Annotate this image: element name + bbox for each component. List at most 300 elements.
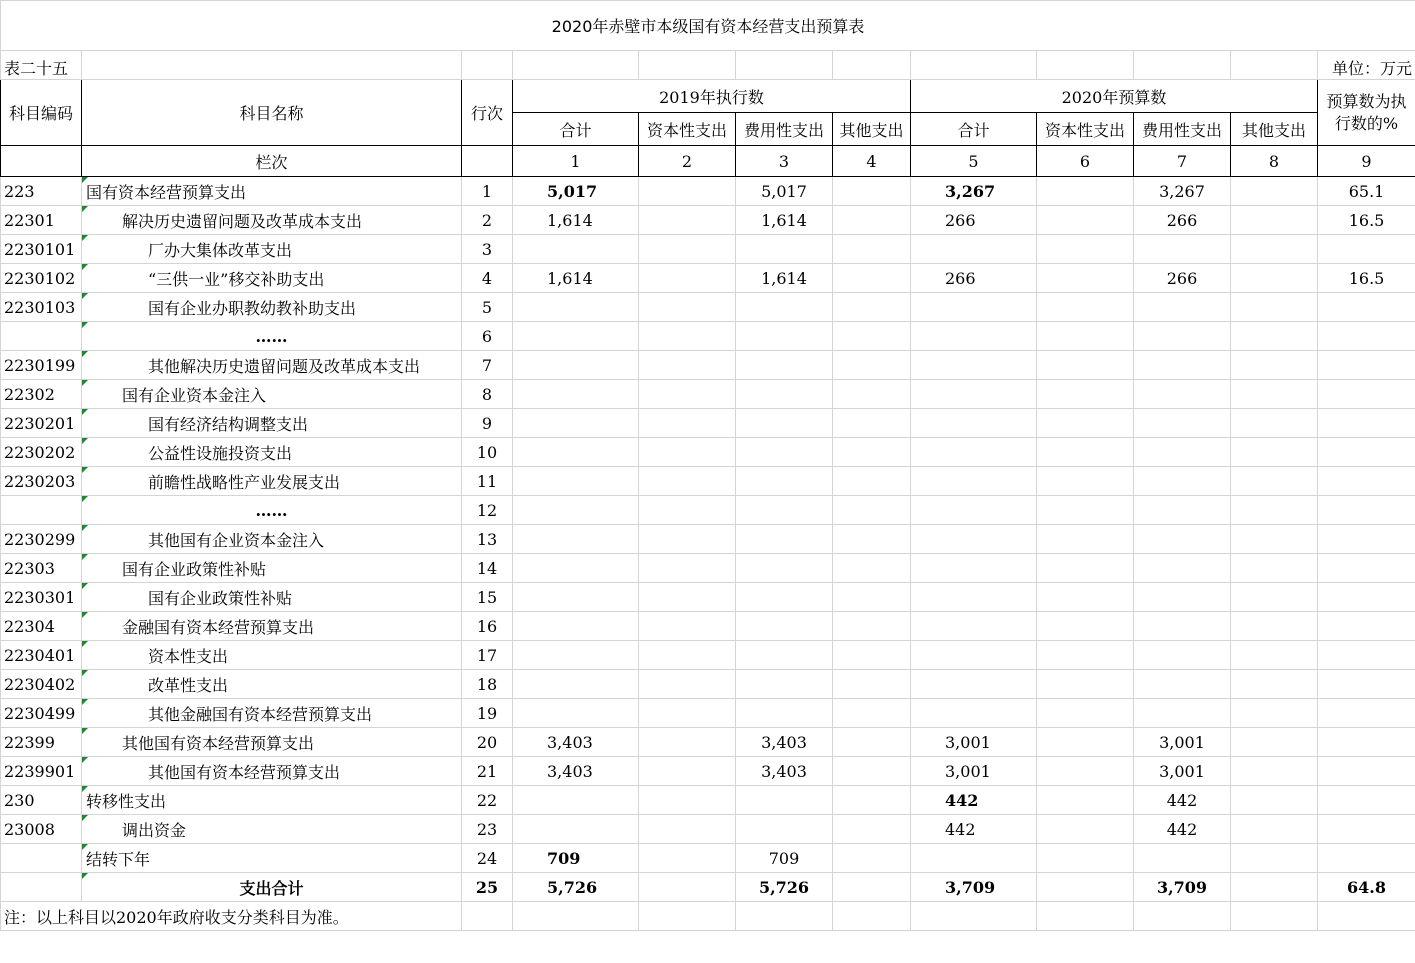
row-line-number: 17 — [462, 641, 513, 670]
table-number: 表二十五 — [1, 51, 82, 80]
header-line: 行次 — [462, 80, 513, 146]
row-value — [639, 351, 736, 380]
row-value — [736, 670, 833, 699]
table-row — [1, 670, 1415, 699]
row-value — [833, 786, 911, 815]
header-2020-capital: 资本性支出 — [1037, 113, 1134, 146]
row-value — [639, 699, 736, 728]
row-value — [1231, 583, 1318, 612]
row-value — [513, 612, 639, 641]
col-num: 8 — [1231, 146, 1318, 177]
table-body — [1, 177, 1415, 902]
row-value — [736, 438, 833, 467]
row-line-number: 3 — [462, 235, 513, 264]
row-value — [1037, 177, 1134, 206]
row-value — [736, 612, 833, 641]
row-value — [833, 670, 911, 699]
row-value — [833, 322, 911, 351]
row-value: 266 — [911, 206, 1037, 235]
row-code: 2230201 — [1, 409, 82, 438]
row-value — [1037, 612, 1134, 641]
row-value — [833, 641, 911, 670]
row-value — [513, 554, 639, 583]
row-line-number: 15 — [462, 583, 513, 612]
row-line-number: 20 — [462, 728, 513, 757]
row-value — [1318, 525, 1415, 554]
row-value — [911, 699, 1037, 728]
row-value: 3,267 — [911, 177, 1037, 206]
row-line-number: 7 — [462, 351, 513, 380]
row-value — [911, 496, 1037, 525]
row-value — [1231, 815, 1318, 844]
row-value: 3,403 — [513, 757, 639, 786]
row-value — [911, 844, 1037, 873]
table-row — [1, 525, 1415, 554]
table-row — [1, 322, 1415, 351]
row-value — [1037, 670, 1134, 699]
row-value — [736, 351, 833, 380]
row-value — [1231, 873, 1318, 902]
row-value — [1037, 844, 1134, 873]
row-value — [1318, 583, 1415, 612]
row-value: 3,709 — [911, 873, 1037, 902]
row-value — [1134, 699, 1231, 728]
row-value — [1037, 438, 1134, 467]
row-value — [1037, 728, 1134, 757]
row-value — [1231, 322, 1318, 351]
row-value — [1037, 206, 1134, 235]
row-line-number: 16 — [462, 612, 513, 641]
row-line-number: 2 — [462, 206, 513, 235]
row-value — [833, 815, 911, 844]
row-value — [639, 757, 736, 786]
row-value: 64.8 — [1318, 873, 1415, 902]
row-code: 22303 — [1, 554, 82, 583]
row-name: 公益性设施投资支出 — [82, 438, 462, 467]
row-value — [1231, 612, 1318, 641]
table-row — [1, 177, 1415, 206]
row-code: 230 — [1, 786, 82, 815]
row-value — [1231, 206, 1318, 235]
table-row — [1, 496, 1415, 525]
row-value: 1,614 — [513, 206, 639, 235]
row-name: 调出资金 — [82, 815, 462, 844]
row-value — [1037, 786, 1134, 815]
row-value — [1231, 786, 1318, 815]
row-value — [911, 670, 1037, 699]
table-row — [1, 757, 1415, 786]
row-value — [1037, 496, 1134, 525]
row-value — [639, 293, 736, 322]
row-value — [1231, 264, 1318, 293]
row-value — [1037, 293, 1134, 322]
row-code: 2230203 — [1, 467, 82, 496]
table-row — [1, 264, 1415, 293]
row-value — [911, 409, 1037, 438]
row-value — [911, 380, 1037, 409]
row-code: 2230402 — [1, 670, 82, 699]
header-2020-expense: 费用性支出 — [1134, 113, 1231, 146]
row-name: 结转下年 — [82, 844, 462, 873]
row-code — [1, 873, 82, 902]
unit-label: 单位：万元 — [1318, 51, 1415, 80]
col-num: 9 — [1318, 146, 1415, 177]
row-value — [639, 206, 736, 235]
row-value: 1,614 — [736, 264, 833, 293]
row-line-number: 24 — [462, 844, 513, 873]
row-value — [1134, 380, 1231, 409]
row-value — [1037, 583, 1134, 612]
row-name: 其他国有企业资本金注入 — [82, 525, 462, 554]
col-num: 1 — [513, 146, 639, 177]
row-value — [1134, 670, 1231, 699]
row-value — [513, 525, 639, 554]
row-line-number: 8 — [462, 380, 513, 409]
row-value — [833, 757, 911, 786]
row-line-number: 13 — [462, 525, 513, 554]
row-value — [1318, 235, 1415, 264]
table-row — [1, 612, 1415, 641]
row-value — [833, 728, 911, 757]
footnote: 注：以上科目以2020年政府收支分类科目为准。 — [1, 902, 462, 931]
row-value — [833, 206, 911, 235]
row-line-number: 21 — [462, 757, 513, 786]
table-row — [1, 873, 1415, 902]
table-row — [1, 815, 1415, 844]
row-value — [736, 699, 833, 728]
row-value: 16.5 — [1318, 264, 1415, 293]
row-value: 3,001 — [1134, 728, 1231, 757]
row-value — [833, 525, 911, 554]
row-value — [1037, 380, 1134, 409]
row-code: 22399 — [1, 728, 82, 757]
row-value — [639, 641, 736, 670]
row-value: 442 — [1134, 786, 1231, 815]
row-value: 3,403 — [736, 728, 833, 757]
table-row — [1, 844, 1415, 873]
row-line-number: 5 — [462, 293, 513, 322]
row-value — [1037, 264, 1134, 293]
table-row — [1, 293, 1415, 322]
row-code: 223 — [1, 177, 82, 206]
row-value — [513, 235, 639, 264]
row-value — [736, 293, 833, 322]
row-value — [639, 438, 736, 467]
row-line-number: 11 — [462, 467, 513, 496]
row-value — [736, 554, 833, 583]
row-name: 其他国有资本经营预算支出 — [82, 757, 462, 786]
row-value: 5,726 — [736, 873, 833, 902]
row-code: 22301 — [1, 206, 82, 235]
row-value — [1134, 641, 1231, 670]
row-value: 709 — [513, 844, 639, 873]
row-value — [1231, 641, 1318, 670]
row-line-number: 6 — [462, 322, 513, 351]
row-value — [833, 351, 911, 380]
row-value — [1134, 844, 1231, 873]
row-value — [639, 496, 736, 525]
col-num: 6 — [1037, 146, 1134, 177]
row-value: 3,267 — [1134, 177, 1231, 206]
row-value — [911, 322, 1037, 351]
row-line-number: 22 — [462, 786, 513, 815]
row-value — [1134, 235, 1231, 264]
row-value — [1231, 351, 1318, 380]
row-code: 2230102 — [1, 264, 82, 293]
row-name: 改革性支出 — [82, 670, 462, 699]
table-row — [1, 583, 1415, 612]
row-name: 国有企业政策性补贴 — [82, 583, 462, 612]
row-value — [1231, 496, 1318, 525]
row-value — [513, 786, 639, 815]
row-value — [639, 409, 736, 438]
row-value — [911, 612, 1037, 641]
row-value — [639, 322, 736, 351]
col-num: 7 — [1134, 146, 1231, 177]
row-value — [513, 815, 639, 844]
row-value — [1037, 641, 1134, 670]
col-num: 3 — [736, 146, 833, 177]
column-index-label: 栏次 — [82, 146, 462, 177]
row-value — [1231, 177, 1318, 206]
row-name: 国有资本经营预算支出 — [82, 177, 462, 206]
row-value — [911, 525, 1037, 554]
row-value — [1037, 525, 1134, 554]
row-value — [513, 699, 639, 728]
row-value — [513, 496, 639, 525]
row-value — [513, 670, 639, 699]
row-value: 1,614 — [513, 264, 639, 293]
row-name: 国有企业资本金注入 — [82, 380, 462, 409]
row-value — [1231, 728, 1318, 757]
table-row — [1, 728, 1415, 757]
row-value — [1318, 380, 1415, 409]
row-value — [513, 322, 639, 351]
row-code — [1, 322, 82, 351]
row-code — [1, 496, 82, 525]
row-name: 国有企业办职教幼教补助支出 — [82, 293, 462, 322]
row-value — [639, 873, 736, 902]
row-value — [911, 438, 1037, 467]
row-code — [1, 844, 82, 873]
row-value: 442 — [911, 786, 1037, 815]
row-value — [1134, 496, 1231, 525]
row-line-number: 4 — [462, 264, 513, 293]
row-value: 3,001 — [911, 728, 1037, 757]
row-value — [736, 467, 833, 496]
row-value — [911, 641, 1037, 670]
row-code: 2239901 — [1, 757, 82, 786]
header-2020-other: 其他支出 — [1231, 113, 1318, 146]
row-value — [833, 554, 911, 583]
row-name: 解决历史遗留问题及改革成本支出 — [82, 206, 462, 235]
table-row — [1, 235, 1415, 264]
row-code: 2230299 — [1, 525, 82, 554]
row-value — [639, 786, 736, 815]
row-value — [639, 728, 736, 757]
table-row — [1, 380, 1415, 409]
row-value — [911, 583, 1037, 612]
row-value — [1037, 467, 1134, 496]
row-value: 65.1 — [1318, 177, 1415, 206]
row-code: 2230401 — [1, 641, 82, 670]
header-2019-other: 其他支出 — [833, 113, 911, 146]
row-value — [1037, 409, 1134, 438]
row-value — [513, 293, 639, 322]
row-value — [911, 554, 1037, 583]
row-value — [1231, 467, 1318, 496]
row-value: 3,001 — [1134, 757, 1231, 786]
header-ratio — [1318, 80, 1415, 146]
row-value — [639, 467, 736, 496]
row-value: 442 — [1134, 815, 1231, 844]
row-value: 3,403 — [513, 728, 639, 757]
row-value — [513, 641, 639, 670]
row-value — [1134, 583, 1231, 612]
row-value — [736, 496, 833, 525]
row-value — [1318, 844, 1415, 873]
row-value — [911, 351, 1037, 380]
row-code: 2230499 — [1, 699, 82, 728]
table-row — [1, 206, 1415, 235]
row-name: 前瞻性战略性产业发展支出 — [82, 467, 462, 496]
row-value — [1037, 815, 1134, 844]
row-value — [1134, 612, 1231, 641]
row-value: 5,017 — [513, 177, 639, 206]
table-row — [1, 467, 1415, 496]
row-value — [1037, 757, 1134, 786]
row-code: 22304 — [1, 612, 82, 641]
row-code: 23008 — [1, 815, 82, 844]
row-value — [1318, 728, 1415, 757]
row-value — [1318, 786, 1415, 815]
row-value — [833, 844, 911, 873]
row-value — [1318, 757, 1415, 786]
row-value — [1134, 351, 1231, 380]
row-value — [1318, 409, 1415, 438]
table-row — [1, 351, 1415, 380]
row-value — [1231, 380, 1318, 409]
row-line-number: 10 — [462, 438, 513, 467]
row-value — [833, 409, 911, 438]
row-value — [911, 293, 1037, 322]
header-name: 科目名称 — [82, 80, 462, 146]
row-value: 1,614 — [736, 206, 833, 235]
table-row — [1, 554, 1415, 583]
header-2020-total: 合计 — [911, 113, 1037, 146]
row-value — [1037, 235, 1134, 264]
row-value — [1231, 293, 1318, 322]
header-2019-expense: 费用性支出 — [736, 113, 833, 146]
row-value — [1231, 554, 1318, 583]
row-value — [1318, 496, 1415, 525]
row-name: …… — [82, 322, 462, 351]
table-row — [1, 409, 1415, 438]
row-value — [1134, 293, 1231, 322]
row-value — [1231, 699, 1318, 728]
table-row — [1, 786, 1415, 815]
row-line-number: 9 — [462, 409, 513, 438]
row-value: 3,709 — [1134, 873, 1231, 902]
row-value — [639, 177, 736, 206]
row-value — [1231, 438, 1318, 467]
row-value — [736, 409, 833, 438]
row-value — [1231, 235, 1318, 264]
row-value — [513, 380, 639, 409]
row-value — [1037, 699, 1134, 728]
row-value — [833, 177, 911, 206]
row-name: 国有企业政策性补贴 — [82, 554, 462, 583]
row-line-number: 25 — [462, 873, 513, 902]
row-code: 2230202 — [1, 438, 82, 467]
row-value — [1318, 293, 1415, 322]
table-row — [1, 699, 1415, 728]
row-value — [513, 583, 639, 612]
row-value — [833, 264, 911, 293]
row-value — [1318, 322, 1415, 351]
row-value — [1318, 699, 1415, 728]
row-line-number: 19 — [462, 699, 513, 728]
row-value — [736, 786, 833, 815]
row-line-number: 23 — [462, 815, 513, 844]
page-title: 2020年赤壁市本级国有资本经营支出预算表 — [1, 1, 1415, 51]
header-2019: 2019年执行数 — [513, 80, 911, 113]
row-value — [513, 438, 639, 467]
row-value — [1037, 322, 1134, 351]
row-line-number: 1 — [462, 177, 513, 206]
row-value — [736, 583, 833, 612]
row-name: 国有经济结构调整支出 — [82, 409, 462, 438]
row-value — [639, 670, 736, 699]
row-value: 3,403 — [736, 757, 833, 786]
row-value — [1134, 525, 1231, 554]
row-value — [1318, 670, 1415, 699]
row-value — [639, 380, 736, 409]
col-num: 2 — [639, 146, 736, 177]
row-value — [833, 612, 911, 641]
row-value — [513, 351, 639, 380]
row-value — [639, 264, 736, 293]
row-value: 3,001 — [911, 757, 1037, 786]
row-code: 2230199 — [1, 351, 82, 380]
row-name: 其他国有资本经营预算支出 — [82, 728, 462, 757]
row-value — [736, 641, 833, 670]
row-value — [1134, 438, 1231, 467]
row-value — [1134, 409, 1231, 438]
row-value — [833, 235, 911, 264]
row-value — [833, 699, 911, 728]
row-value — [833, 438, 911, 467]
row-value — [1037, 554, 1134, 583]
header-2019-capital: 资本性支出 — [639, 113, 736, 146]
row-value: 5,726 — [513, 873, 639, 902]
row-value — [1134, 322, 1231, 351]
row-line-number: 12 — [462, 496, 513, 525]
row-value — [1318, 554, 1415, 583]
row-value — [736, 235, 833, 264]
row-value — [1318, 438, 1415, 467]
row-value — [833, 873, 911, 902]
col-num: 5 — [911, 146, 1037, 177]
row-name: “三供一业”移交补助支出 — [82, 264, 462, 293]
row-value — [1231, 757, 1318, 786]
row-value — [833, 293, 911, 322]
row-value — [1318, 815, 1415, 844]
row-value — [639, 612, 736, 641]
row-value — [736, 380, 833, 409]
row-name: 其他金融国有资本经营预算支出 — [82, 699, 462, 728]
row-value: 16.5 — [1318, 206, 1415, 235]
